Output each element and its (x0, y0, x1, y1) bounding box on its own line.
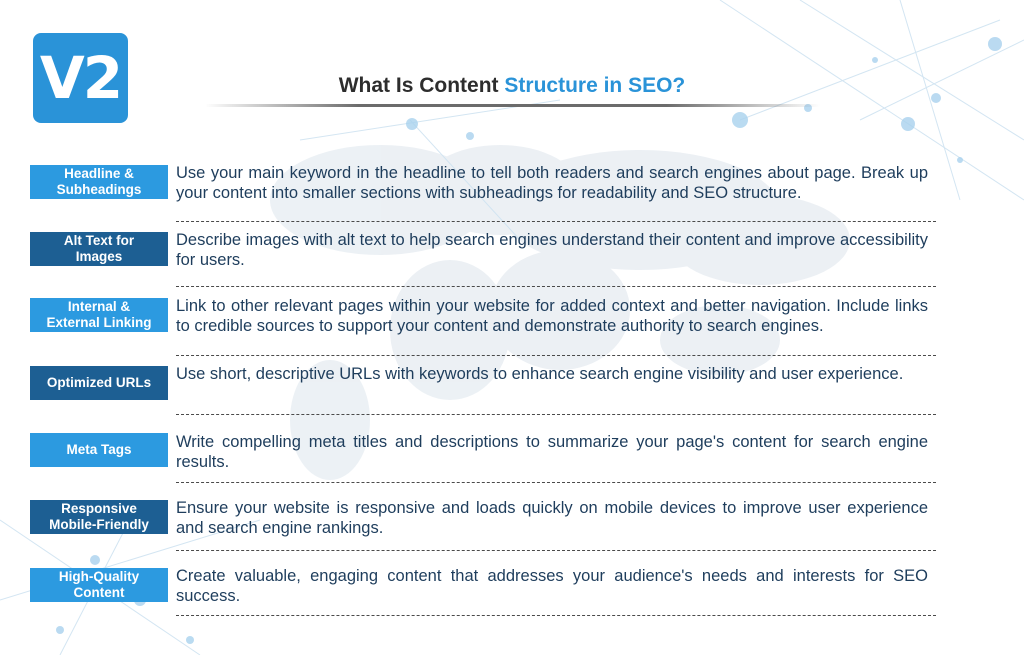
section-description: Use short, descriptive URLs with keywords to enhance search engine visibility and user experience. (176, 365, 904, 383)
section-label: Meta Tags (30, 433, 168, 467)
section-description: Use your main keyword in the headline to tell both readers and search engines about page. Break up your content into smaller sections with subheadings for readability and SEO structure. (176, 164, 928, 202)
section-description: Ensure your website is responsive and loads quickly on mobile devices to improve user experience and search engine rankings. (176, 499, 928, 537)
section-label: Internal & External Linking (30, 298, 168, 332)
section-label: High-Quality Content (30, 568, 168, 602)
page-title (200, 74, 824, 98)
title-accent: Structure in SEO? (504, 74, 686, 97)
section-label: Optimized URLs (30, 366, 168, 400)
section-divider (176, 286, 936, 287)
section-label: Responsive Mobile-Friendly (30, 500, 168, 534)
section-divider (176, 221, 936, 222)
brand-logo: V2 (33, 33, 128, 123)
section-description: Describe images with alt text to help search engines understand their content and improve accessibility for users. (176, 231, 928, 269)
section-divider (176, 615, 936, 616)
section-divider (176, 550, 936, 551)
section-divider (176, 355, 936, 356)
section-divider (176, 414, 936, 415)
section-description: Create valuable, engaging content that addresses your audience's needs and interests for SEO success. (176, 567, 928, 605)
section-label: Headline & Subheadings (30, 165, 168, 199)
section-description: Link to other relevant pages within your website for added context and better navigation. Include links to credible sources to support your content and demonstrate authority to search engines. (176, 297, 928, 335)
section-divider (176, 482, 936, 483)
section-label: Alt Text for Images (30, 232, 168, 266)
section-description: Write compelling meta titles and descriptions to summarize your page's content for search engine results. (176, 433, 928, 471)
title-lead: What Is Content (338, 74, 505, 97)
title-underline (205, 104, 820, 107)
